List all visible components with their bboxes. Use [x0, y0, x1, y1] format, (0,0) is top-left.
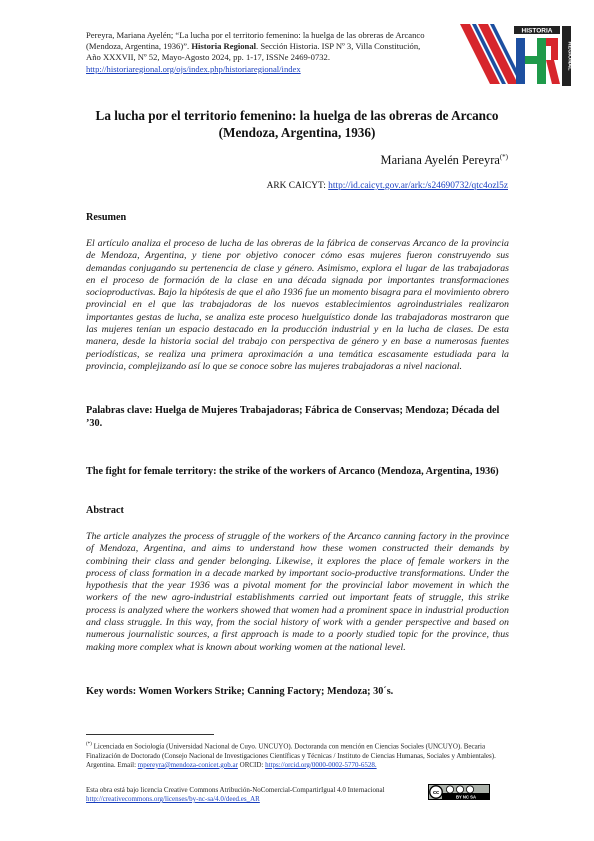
orcid-link[interactable]: https://orcid.org/0000-0002-5770-6528.: [265, 760, 377, 769]
abstract-text: The article analyzes the process of struggle of the workers of the Arcanco canning factory in the province of Mendoza, Argentina, and aims to understand how these women constructed their demands by combining their class and gender belonging. Likewise, it explores the place of female workers in the process of class formation in a decade marked by important socio-productive transformations. Under the hypothesis that the year 1936 was a pivotal moment for the provincial labor movement in which the workers of the new agro-industrial establishments carried out important feats of struggle, this strike process is analyzed where the workers showed that women had a prominent space in industrial production and class struggle. In this way, from the social history of work with a gender perspective and based on numerous journalistic sources, a first approach is made to a poorly studied topic for the province, thus making more complex what is known about working women at the national level.: [86, 531, 509, 653]
cc-license-badge[interactable]: [428, 784, 490, 800]
citation-mid: . Sección Historia. ISP Nº 3, Villa Constitución, Año XXXVII, Nº 52, Mayo-Agosto 2024, pp. 1-17, ISSNe 2469-0732.: [86, 41, 421, 63]
author-email-link[interactable]: mpereyra@mendoza-conicet.gob.ar: [137, 760, 238, 769]
ark-label: ARK CAICYT:: [266, 181, 329, 191]
palabras-clave: Palabras clave: Huelga de Mujeres Trabajadoras; Fábrica de Conservas; Mendoza; Década del ’30.: [86, 405, 500, 429]
license-notice: [86, 786, 426, 804]
license-text: Esta obra está bajo licencia Creative Commons Atribución-NoComercial-CompartirIgual 4.0 Internacional: [86, 786, 385, 794]
footnote-separator: [86, 734, 214, 735]
author-name: Mariana Ayelén Pereyra: [380, 153, 500, 168]
key-words: Key words: Women Workers Strike; Canning Factory; Mendoza; 30´s.: [86, 686, 394, 697]
svg-text:cc: cc: [432, 790, 440, 797]
orcid-label: ORCID:: [237, 760, 266, 769]
logo-top-text: HISTORIA: [521, 27, 553, 35]
license-link[interactable]: http://creativecommons.org/licenses/by-nc-sa/4.0/deed.es_AR: [86, 795, 260, 803]
cc-badge-label: BY NC SA: [456, 794, 476, 800]
historia-regional-logo: [458, 22, 578, 92]
citation-header: [86, 30, 426, 75]
ark-link[interactable]: http://id.caicyt.gov.ar/ark:/s24690732/qtc4ozl5z: [328, 181, 508, 191]
logo-side-text: REGIONAL: [566, 41, 573, 71]
author-footnote: [86, 740, 509, 770]
journal-name: Historia Regional: [191, 41, 257, 52]
nc-icon: [456, 786, 463, 793]
ark-line: [267, 181, 508, 191]
author-footnote-mark[interactable]: (*): [499, 153, 508, 161]
abstract-heading: Abstract: [86, 505, 124, 516]
logo-hr-mark: [516, 38, 560, 84]
sa-icon: [466, 786, 473, 793]
english-title: The fight for female territory: the strike of the workers of Arcanco (Mendoza, Argentina, 1936): [86, 466, 499, 477]
by-icon: [446, 786, 453, 793]
author-line: [381, 153, 508, 168]
article-title: La lucha por el territorio femenino: la huelga de las obreras de Arcanco (Mendoza, Argentina, 1936): [95, 108, 499, 140]
footnote-mark: (*): [86, 742, 92, 747]
resumen-text: El artículo analiza el proceso de lucha de las obreras de la fábrica de conservas Arcanco de la provincia de Mendoza, Argentina, y tiene por objetivo conocer cómo esas mujeres fueron construyendo sus demandas conjugando su pertenencia de clase y género. Asimismo, explora el lugar de las trabajadoras en el proceso de formación de la clase en una década signada por importantes transformaciones socioproductivas. Bajo la hipótesis de que el año 1936 fue un momento bisagra para el movimiento obrero provincial en el que las trabajadoras de los nuevos establecimientos agroindustriales realizaron importantes gestas de lucha, se analiza este proceso huelguístico donde las trabajadoras mostraron que las mujeres tenían un espacio destacado en la producción industrial y en la lucha de clases. De esta manera, desde la historia social del trabajo con perspectiva de género y en base a numerosas fuentes periodísticas, se realiza una primera aproximación a una temática escasamente estudiada para la provincia, complejizando así lo que se conoce sobre las mujeres trabajadoras a nivel nacional.: [86, 238, 509, 372]
footnote-text: Licenciada en Sociología (Universidad Nacional de Cuyo. UNCUYO). Doctoranda con mención en Ciencias Sociales (UNCUYO). Becaria Finalización de Doctorado (Consejo Nacional de Investigaciones Científicas y Técnicas / Instituto de Ciencias Humanas, Sociales y Ambientales). Argentina. Email:: [86, 742, 496, 769]
journal-url-link[interactable]: http://historiaregional.org/ojs/index.php/historiaregional/index: [86, 63, 301, 74]
resumen-heading: Resumen: [86, 212, 127, 223]
citation-start: Pereyra, Mariana Ayelén; “La lucha por el territorio femenino: la huelga de las obreras de Arcanco (Mendoza, Argentina, 1936)”.: [86, 30, 425, 52]
